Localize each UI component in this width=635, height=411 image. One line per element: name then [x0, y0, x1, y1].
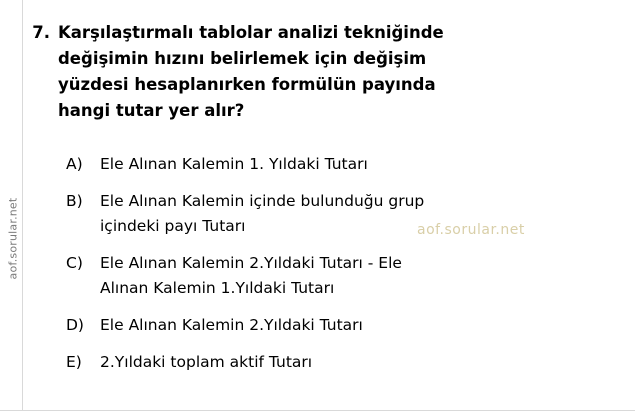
option-c-text: [100, 251, 626, 301]
sidebar-watermark: aof.sorular.net: [6, 197, 20, 280]
option-b-line-2: içindeki payı Tutarı: [100, 217, 246, 235]
option-e-letter: E): [66, 353, 82, 371]
option-c-letter: C): [66, 254, 83, 272]
option-c-line-2: Alınan Kalemin 1.Yıldaki Tutarı: [100, 279, 335, 297]
option-a-letter: A): [66, 155, 83, 173]
option-d-line-1: Ele Alınan Kalemin 2.Yıldaki Tutarı: [100, 316, 363, 334]
option-a-line-1: Ele Alınan Kalemin 1. Yıldaki Tutarı: [100, 155, 368, 173]
option-c-line-1: Ele Alınan Kalemin 2.Yıldaki Tutarı - Ele: [100, 254, 402, 272]
option-b-line-1: Ele Alınan Kalemin içinde bulunduğu grup: [100, 192, 425, 210]
option-e[interactable]: [66, 350, 626, 375]
options-list: [66, 152, 626, 387]
question-line-4: hangi tutar yer alır?: [58, 101, 245, 120]
option-a-text: [100, 152, 626, 177]
center-watermark: aof.sorular.net: [417, 222, 525, 238]
option-c[interactable]: [66, 251, 626, 301]
option-a[interactable]: [66, 152, 626, 177]
question-content: [22, 0, 635, 411]
question-line-1: Karşılaştırmalı tablolar analizi tekniğinde: [58, 23, 444, 42]
option-d[interactable]: [66, 313, 626, 338]
question-number: 7.: [32, 23, 50, 42]
option-d-letter: D): [66, 316, 84, 334]
option-b-text: [100, 189, 626, 239]
option-e-text: [100, 350, 626, 375]
question-line-3: yüzdesi hesaplanırken formülün payında: [58, 75, 436, 94]
option-b[interactable]: [66, 189, 626, 239]
option-d-text: [100, 313, 626, 338]
left-sidebar-strip: [0, 0, 23, 411]
question-text: [58, 20, 618, 124]
option-b-letter: B): [66, 192, 83, 210]
option-e-line-1: 2.Yıldaki toplam aktif Tutarı: [100, 353, 313, 371]
question-line-2: değişimin hızını belirlemek için değişim: [58, 49, 427, 68]
question-block: [28, 20, 618, 124]
